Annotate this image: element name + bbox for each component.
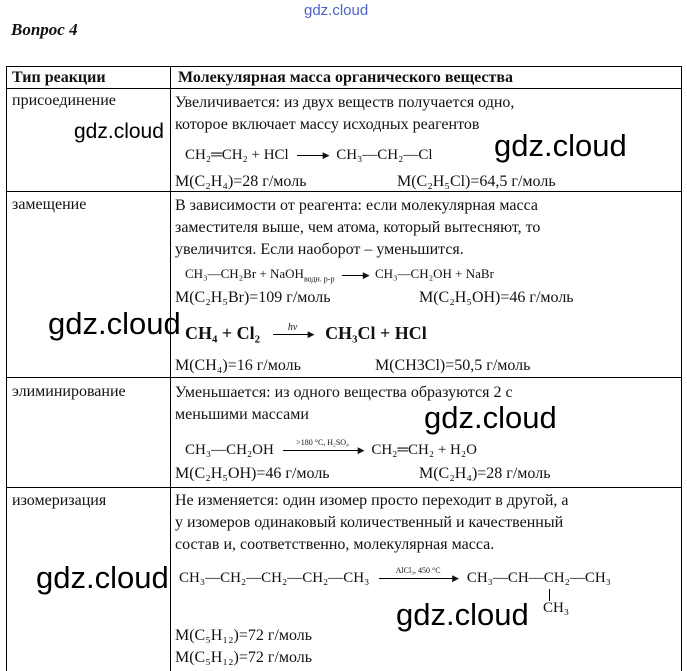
addition-reactants: CH₂═CH₂ + HCl [185, 147, 289, 163]
isomerization-product: CH₃—CH—CH₂—CH₃ [466, 570, 611, 586]
arrow-condition: >180 °C, H₂SO₄ [296, 438, 349, 448]
addition-molar-1: M(C₂H₄)=28 г/моль [175, 173, 307, 190]
reaction-arrow: ▶ [342, 275, 368, 276]
substitution-products-1: CH₃—CH₂OH + NaBr [374, 266, 494, 281]
watermark-1: gdz.cloud [74, 120, 164, 143]
elimination-line-1: Уменьшается: из одного вещества образуются 2 с [175, 384, 513, 401]
substitution-molar-1a: M(C₂H₅Br)=109 г/моль [175, 289, 331, 306]
type-substitution: замещение [12, 196, 87, 213]
addition-line-1: Увеличивается: из двух веществ получается одно, [175, 94, 515, 111]
isomerization-branch: CH₃ [543, 600, 570, 616]
addition-product: CH₃—CH₂—Cl [336, 147, 433, 163]
substitution-equation-1 [185, 266, 494, 284]
reaction-arrow: ▶ [297, 155, 327, 156]
watermark-4: gdz.cloud [424, 400, 557, 435]
substitution-reactants-1: CH₃—CH₂Br + NaOH [185, 266, 304, 281]
watermark-2: gdz.cloud [494, 128, 627, 163]
reaction-arrow: hν ▶ [273, 334, 313, 335]
watermark-6: gdz.cloud [396, 597, 529, 632]
watermark-3: gdz.cloud [48, 306, 181, 341]
substitution-molar-2a: M(CH₄)=16 г/моль [175, 357, 301, 374]
substitution-reactants-2: CH₄ + Cl₂ [185, 323, 261, 343]
isomerization-molar-2: M(C₅H₁₂)=72 г/моль [175, 649, 313, 666]
row-divider [7, 88, 681, 89]
reaction-arrow: >180 °C, H₂SO₄ ▶ [283, 450, 363, 451]
substitution-line-1: В зависимости от реагента: если молекулярная масса [175, 197, 538, 214]
watermark-5: gdz.cloud [36, 560, 169, 595]
elimination-equation [185, 438, 477, 459]
type-isomerization: изомеризация [12, 492, 107, 509]
isomerization-line-1: Не изменяется: один изомер просто переходит в другой, а [175, 492, 569, 509]
row-divider [7, 191, 681, 192]
substitution-molar-2b: M(CH3Cl)=50,5 г/моль [375, 357, 531, 374]
arrow-condition: hν [287, 322, 298, 334]
substitution-molar-1b: M(C₂H₅OH)=46 г/моль [419, 289, 574, 306]
reaction-arrow: AlCl₃, 450 °C ▶ [379, 578, 457, 579]
isomerization-molar-1: M(C₅H₁₂)=72 г/моль [175, 627, 313, 644]
watermark-top: gdz.cloud [304, 2, 369, 19]
arrow-condition: AlCl₃, 450 °C [395, 566, 441, 576]
isomerization-equation [179, 566, 611, 587]
header-molar-mass: Молекулярная масса органического вещества [178, 69, 513, 86]
substitution-line-3: увеличится. Если наоборот – уменьшится. [175, 241, 464, 258]
addition-line-2: которое включает массу исходных реагентов [175, 116, 480, 133]
elimination-products: CH₂═CH₂ + H₂O [371, 442, 477, 458]
header-reaction-type: Тип реакции [12, 69, 106, 86]
substitution-line-2: заместителя выше, чем атома, который вытесняют, то [175, 219, 541, 236]
column-divider [170, 67, 171, 671]
row-divider [7, 377, 681, 378]
substitution-products-2: CH₃Cl + HCl [325, 323, 427, 343]
substitution-equation-2 [185, 323, 427, 344]
type-addition: присоединение [12, 92, 116, 109]
type-elimination: элиминирование [12, 383, 126, 400]
row-divider [7, 487, 681, 488]
addition-equation [185, 147, 433, 164]
addition-molar-2: M(C₂H₅Cl)=64,5 г/моль [397, 173, 556, 190]
isomerization-line-2: у изомеров одинаковый количественный и качественный [175, 514, 564, 531]
page-title: Вопрос 4 [11, 20, 78, 39]
elimination-molar-1: M(C₂H₅OH)=46 г/моль [175, 465, 330, 482]
elimination-reactant: CH₃—CH₂OH [185, 442, 274, 458]
isomerization-reactant: CH₃—CH₂—CH₂—CH₂—CH₃ [179, 570, 370, 586]
elimination-line-2: меньшими массами [175, 406, 309, 423]
elimination-molar-2: M(C₂H₄)=28 г/моль [419, 465, 551, 482]
naoh-note: водн. р-р [303, 274, 335, 284]
isomerization-line-3: состав и, соответственно, молекулярная масса. [175, 536, 495, 553]
